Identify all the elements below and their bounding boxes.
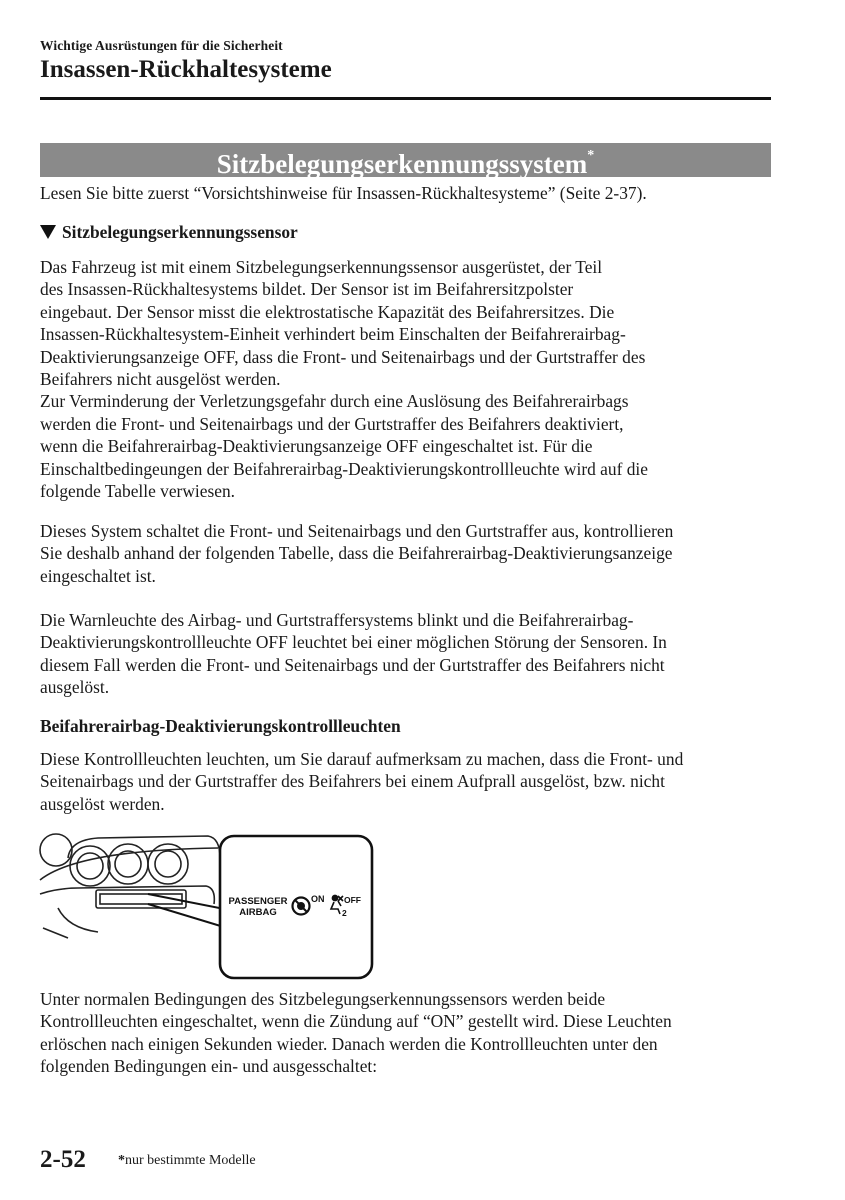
lights-paragraph (40, 748, 775, 815)
dashboard-indicator-illustration (38, 828, 378, 980)
text-line: diesem Fall werden die Front- und Seitenairbags und der Gurtstraffer des Beifahrers nicht (40, 654, 665, 675)
section-banner (40, 143, 771, 177)
text-line: Deaktivierungskontrollleuchte OFF leuchtet bei einer möglichen Störung der Sensoren. In (40, 632, 667, 653)
chapter-category: Wichtige Ausrüstungen für die Sicherheit (40, 38, 283, 53)
text-line: ausgelöst werden. (40, 793, 165, 814)
text-line: Seitenairbags und der Gurtstraffer des Beifahrers bei einem Aufprall ausgelöst, bzw. nicht (40, 771, 665, 792)
text-line: Diese Kontrollleuchten leuchten, um Sie darauf aufmerksam zu machen, dass die Front- und (40, 749, 684, 769)
text-line: Die Warnleuchte des Airbag- und Gurtstraffersystems blinkt und die Beifahrerairbag- (40, 610, 634, 630)
after-illustration-paragraph (40, 988, 775, 1078)
subsection-title: Sitzbelegungserkennungssensor (62, 222, 298, 242)
text-line: Das Fahrzeug ist mit einem Sitzbelegungserkennungssensor ausgerüstet, der Teil (40, 257, 603, 277)
text-line: Beifahrers nicht ausgelöst werden. (40, 369, 281, 390)
text-line: Kontrollleuchten eingeschaltet, wenn die Zündung auf “ON” gestellt wird. Diese Leuchten (40, 1011, 672, 1032)
text-line: Sie deshalb anhand der folgenden Tabelle, dass die Beifahrerairbag-Deaktivierungsanzeige (40, 543, 673, 564)
text-line: Insassen-Rückhaltesystem-Einheit verhindert beim Einschalten der Beifahrerairbag- (40, 324, 626, 345)
text-line: werden die Front- und Seitenairbags und der Gurtstraffer des Beifahrers deaktiviert, (40, 413, 624, 434)
off-label: OFF (344, 895, 361, 905)
text-line: Unter normalen Bedingungen des Sitzbelegungserkennungssensors werden beide (40, 989, 606, 1009)
text-line: Zur Verminderung der Verletzungsgefahr durch eine Auslösung des Beifahrerairbags (40, 391, 629, 412)
vent-left (70, 846, 110, 886)
triangle-bullet-icon (40, 225, 56, 239)
paragraph-3 (40, 609, 775, 699)
page-number: 2-52 (40, 1146, 86, 1173)
text-line: folgenden Bedingungen ein- und ausgesschaltet: (40, 1056, 378, 1077)
text-line: des Insassen-Rückhaltesystems bildet. Der Sensor ist im Beifahrersitzpolster (40, 279, 574, 300)
section-title: Sitzbelegungserkennungssystem (216, 149, 588, 179)
header-divider (40, 97, 771, 100)
steering-wheel-edge (40, 834, 72, 866)
subsection-heading (40, 222, 298, 243)
text-line: erlöschen nach einigen Sekunden wieder. Danach werden die Kontrollleuchten unter den (40, 1033, 658, 1054)
lights-heading: Beifahrerairbag-Deaktivierungskontrollleuchten (40, 716, 401, 736)
footnote-marker: * (118, 1153, 125, 1168)
paragraph-2 (40, 520, 775, 587)
section-marker: * (587, 148, 595, 163)
intro-text: Lesen Sie bitte zuerst “Vorsichtshinweise für Insassen-Rückhaltesysteme” (Seite 2-37). (40, 183, 647, 203)
text-line: wenn die Beifahrerairbag-Deaktivierungsanzeige OFF eingeschaltet ist. Für die (40, 436, 593, 457)
footnote (118, 1153, 256, 1169)
text-line: eingebaut. Der Sensor misst die elektrostatische Kapazität des Beifahrersitzes. Die (40, 301, 615, 322)
paragraph-1 (40, 256, 775, 502)
seat-number-label: 2 (342, 908, 347, 918)
text-line: Einschaltbedingeungen der Beifahrerairbag-Deaktivierungskontrollleuchte wird auf die (40, 458, 648, 479)
passenger-label-line2: AIRBAG (239, 907, 277, 918)
chapter-title: Insassen-Rückhaltesysteme (40, 56, 332, 83)
text-line: Deaktivierungsanzeige OFF, dass die Front- und Seitenairbags und der Gurtstraffer des (40, 346, 646, 367)
text-line: folgende Tabelle verwiesen. (40, 481, 235, 502)
text-line: Dieses System schaltet die Front- und Seitenairbags und den Gurtstraffer aus, kontrollieren (40, 521, 674, 541)
on-label: ON (311, 894, 325, 904)
footnote-text: nur bestimmte Modelle (125, 1153, 256, 1168)
vent-center (108, 844, 148, 884)
dashboard-drawing (40, 834, 220, 938)
text-line: ausgelöst. (40, 677, 110, 698)
text-line: eingeschaltet ist. (40, 565, 156, 586)
passenger-label-line1: PASSENGER (228, 896, 288, 907)
